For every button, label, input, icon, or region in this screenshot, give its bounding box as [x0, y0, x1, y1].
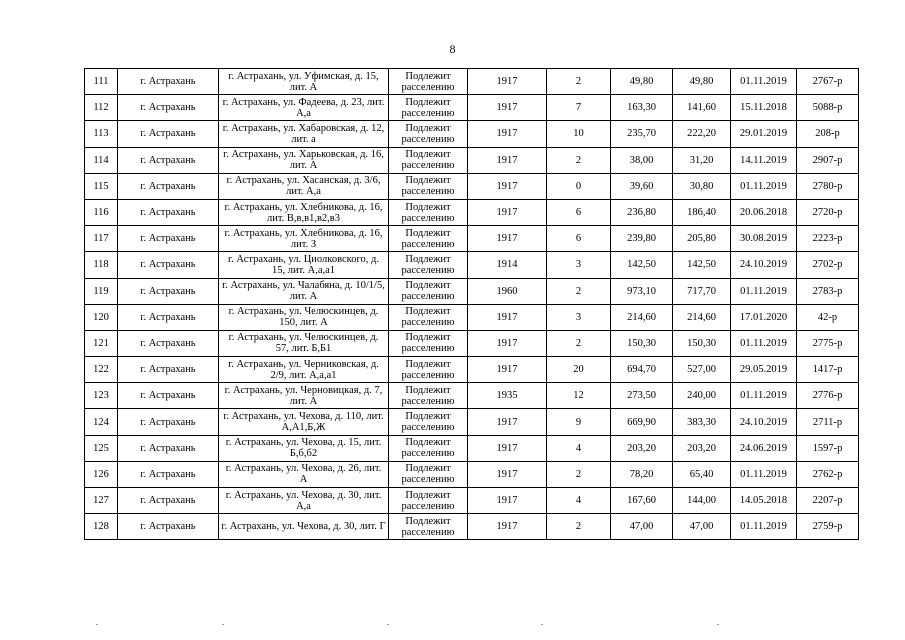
- total-area-cell: 38,00: [611, 147, 673, 173]
- row-number-cell: 128: [85, 514, 118, 540]
- total-area-cell: 163,30: [611, 95, 673, 121]
- total-area-cell: 973,10: [611, 278, 673, 304]
- city-cell: г. Астрахань: [118, 304, 219, 330]
- residents-count-cell: 3: [547, 304, 611, 330]
- table-row: [85, 278, 859, 304]
- city-cell: г. Астрахань: [118, 357, 219, 383]
- address-cell: г. Астрахань, ул. Чехова, д. 26, лит. А: [219, 461, 389, 487]
- city-cell: г. Астрахань: [118, 330, 219, 356]
- order-number-cell: 2711-р: [797, 409, 859, 435]
- city-cell: г. Астрахань: [118, 121, 219, 147]
- year-cell: 1917: [468, 69, 547, 95]
- total-area-cell: 150,30: [611, 330, 673, 356]
- table-row: [85, 304, 859, 330]
- table-row: [85, 147, 859, 173]
- year-cell: 1917: [468, 488, 547, 514]
- table-body: [85, 69, 859, 540]
- date-cell: 01.11.2019: [731, 514, 797, 540]
- year-cell: 1960: [468, 278, 547, 304]
- page-number: 8: [449, 42, 456, 56]
- status-cell: Подлежит расселению: [389, 226, 468, 252]
- residents-count-cell: 4: [547, 488, 611, 514]
- status-cell: Подлежит расселению: [389, 304, 468, 330]
- address-cell: г. Астрахань, ул. Хасанская, д. 3/6, лит. А,а: [219, 173, 389, 199]
- date-cell: 24.10.2019: [731, 409, 797, 435]
- total-area-cell: 78,20: [611, 461, 673, 487]
- city-cell: г. Астрахань: [118, 435, 219, 461]
- date-cell: 01.11.2019: [731, 383, 797, 409]
- residential-area-cell: 383,30: [673, 409, 731, 435]
- residents-count-cell: 4: [547, 435, 611, 461]
- total-area-cell: 669,90: [611, 409, 673, 435]
- residents-count-cell: 2: [547, 147, 611, 173]
- status-cell: Подлежит расселению: [389, 383, 468, 409]
- year-cell: 1917: [468, 147, 547, 173]
- year-cell: 1917: [468, 461, 547, 487]
- row-number-cell: 121: [85, 330, 118, 356]
- table-row: [85, 461, 859, 487]
- total-area-cell: 142,50: [611, 252, 673, 278]
- year-cell: 1917: [468, 121, 547, 147]
- row-number-cell: 119: [85, 278, 118, 304]
- residential-area-cell: 214,60: [673, 304, 731, 330]
- city-cell: г. Астрахань: [118, 278, 219, 304]
- row-number-cell: 120: [85, 304, 118, 330]
- total-area-cell: 47,00: [611, 514, 673, 540]
- date-cell: 01.11.2019: [731, 330, 797, 356]
- residential-area-cell: 205,80: [673, 226, 731, 252]
- residential-area-cell: 717,70: [673, 278, 731, 304]
- year-cell: 1917: [468, 435, 547, 461]
- status-cell: Подлежит расселению: [389, 330, 468, 356]
- order-number-cell: 2762-р: [797, 461, 859, 487]
- city-cell: г. Астрахань: [118, 95, 219, 121]
- order-number-cell: 2907-р: [797, 147, 859, 173]
- order-number-cell: 2702-р: [797, 252, 859, 278]
- year-cell: 1917: [468, 199, 547, 225]
- city-cell: г. Астрахань: [118, 69, 219, 95]
- total-area-cell: 214,60: [611, 304, 673, 330]
- status-cell: Подлежит расселению: [389, 173, 468, 199]
- status-cell: Подлежит расселению: [389, 409, 468, 435]
- date-cell: 24.10.2019: [731, 252, 797, 278]
- address-cell: г. Астрахань, ул. Чехова, д. 30, лит. Г: [219, 514, 389, 540]
- year-cell: 1917: [468, 409, 547, 435]
- row-number-cell: 112: [85, 95, 118, 121]
- residential-area-cell: 144,00: [673, 488, 731, 514]
- city-cell: г. Астрахань: [118, 199, 219, 225]
- table-row: [85, 226, 859, 252]
- address-cell: г. Астрахань, ул. Хлебникова, д. 16, лит. З: [219, 226, 389, 252]
- scan-dots: [0, 622, 905, 628]
- total-area-cell: 203,20: [611, 435, 673, 461]
- total-area-cell: 239,80: [611, 226, 673, 252]
- year-cell: 1917: [468, 226, 547, 252]
- order-number-cell: 1597-р: [797, 435, 859, 461]
- total-area-cell: 167,60: [611, 488, 673, 514]
- residents-count-cell: 7: [547, 95, 611, 121]
- total-area-cell: 236,80: [611, 199, 673, 225]
- housing-registry-table: [84, 68, 859, 540]
- address-cell: г. Астрахань, ул. Черновицкая, д. 7, лит. А: [219, 383, 389, 409]
- status-cell: Подлежит расселению: [389, 147, 468, 173]
- status-cell: Подлежит расселению: [389, 461, 468, 487]
- address-cell: г. Астрахань, ул. Чехова, д. 15, лит. Б,б,б2: [219, 435, 389, 461]
- city-cell: г. Астрахань: [118, 383, 219, 409]
- year-cell: 1917: [468, 330, 547, 356]
- table-row: [85, 383, 859, 409]
- row-number-cell: 124: [85, 409, 118, 435]
- order-number-cell: 208-р: [797, 121, 859, 147]
- residents-count-cell: 6: [547, 199, 611, 225]
- row-number-cell: 116: [85, 199, 118, 225]
- city-cell: г. Астрахань: [118, 226, 219, 252]
- table-row: [85, 121, 859, 147]
- residential-area-cell: 65,40: [673, 461, 731, 487]
- order-number-cell: 2776-р: [797, 383, 859, 409]
- row-number-cell: 114: [85, 147, 118, 173]
- status-cell: Подлежит расселению: [389, 199, 468, 225]
- order-number-cell: 2720-р: [797, 199, 859, 225]
- address-cell: г. Астрахань, ул. Челюскинцев, д. 57, лит. Б,Б1: [219, 330, 389, 356]
- total-area-cell: 273,50: [611, 383, 673, 409]
- year-cell: 1917: [468, 357, 547, 383]
- status-cell: Подлежит расселению: [389, 69, 468, 95]
- row-number-cell: 115: [85, 173, 118, 199]
- city-cell: г. Астрахань: [118, 514, 219, 540]
- address-cell: г. Астрахань, ул. Чалабяна, д. 10/1/5, лит. А: [219, 278, 389, 304]
- order-number-cell: 2207-р: [797, 488, 859, 514]
- residential-area-cell: 30,80: [673, 173, 731, 199]
- residential-area-cell: 186,40: [673, 199, 731, 225]
- status-cell: Подлежит расселению: [389, 278, 468, 304]
- date-cell: 30.08.2019: [731, 226, 797, 252]
- order-number-cell: 2783-р: [797, 278, 859, 304]
- residents-count-cell: 20: [547, 357, 611, 383]
- residential-area-cell: 31,20: [673, 147, 731, 173]
- status-cell: Подлежит расселению: [389, 357, 468, 383]
- row-number-cell: 111: [85, 69, 118, 95]
- residential-area-cell: 142,50: [673, 252, 731, 278]
- residents-count-cell: 3: [547, 252, 611, 278]
- row-number-cell: 118: [85, 252, 118, 278]
- date-cell: 14.11.2019: [731, 147, 797, 173]
- order-number-cell: 2759-р: [797, 514, 859, 540]
- date-cell: 24.06.2019: [731, 435, 797, 461]
- date-cell: 01.11.2019: [731, 278, 797, 304]
- total-area-cell: 235,70: [611, 121, 673, 147]
- order-number-cell: 5088-р: [797, 95, 859, 121]
- year-cell: 1917: [468, 95, 547, 121]
- table-row: [85, 409, 859, 435]
- city-cell: г. Астрахань: [118, 147, 219, 173]
- residents-count-cell: 10: [547, 121, 611, 147]
- table-row: [85, 488, 859, 514]
- city-cell: г. Астрахань: [118, 252, 219, 278]
- city-cell: г. Астрахань: [118, 173, 219, 199]
- row-number-cell: 122: [85, 357, 118, 383]
- year-cell: 1917: [468, 304, 547, 330]
- address-cell: г. Астрахань, ул. Уфимская, д. 15, лит. А: [219, 69, 389, 95]
- total-area-cell: 694,70: [611, 357, 673, 383]
- table-row: [85, 69, 859, 95]
- residents-count-cell: 2: [547, 278, 611, 304]
- address-cell: г. Астрахань, ул. Черниковская, д. 2/9, лит. А,а,а1: [219, 357, 389, 383]
- order-number-cell: 1417-р: [797, 357, 859, 383]
- residents-count-cell: 2: [547, 330, 611, 356]
- residential-area-cell: 150,30: [673, 330, 731, 356]
- status-cell: Подлежит расселению: [389, 435, 468, 461]
- status-cell: Подлежит расселению: [389, 121, 468, 147]
- status-cell: Подлежит расселению: [389, 95, 468, 121]
- date-cell: 29.01.2019: [731, 121, 797, 147]
- year-cell: 1917: [468, 173, 547, 199]
- year-cell: 1914: [468, 252, 547, 278]
- date-cell: 20.06.2018: [731, 199, 797, 225]
- order-number-cell: 2767-р: [797, 69, 859, 95]
- row-number-cell: 125: [85, 435, 118, 461]
- address-cell: г. Астрахань, ул. Чехова, д. 30, лит. А,а: [219, 488, 389, 514]
- residents-count-cell: 9: [547, 409, 611, 435]
- residents-count-cell: 6: [547, 226, 611, 252]
- table-row: [85, 173, 859, 199]
- row-number-cell: 117: [85, 226, 118, 252]
- residential-area-cell: 141,60: [673, 95, 731, 121]
- table-row: [85, 514, 859, 540]
- status-cell: Подлежит расселению: [389, 514, 468, 540]
- table-row: [85, 435, 859, 461]
- year-cell: 1917: [468, 514, 547, 540]
- address-cell: г. Астрахань, ул. Фадеева, д. 23, лит. А,а: [219, 95, 389, 121]
- status-cell: Подлежит расселению: [389, 252, 468, 278]
- residents-count-cell: 12: [547, 383, 611, 409]
- date-cell: 14.05.2018: [731, 488, 797, 514]
- table-row: [85, 199, 859, 225]
- order-number-cell: 2223-р: [797, 226, 859, 252]
- table-row: [85, 357, 859, 383]
- residents-count-cell: 0: [547, 173, 611, 199]
- address-cell: г. Астрахань, ул. Харьковская, д. 16, лит. А: [219, 147, 389, 173]
- residential-area-cell: 203,20: [673, 435, 731, 461]
- date-cell: 01.11.2019: [731, 173, 797, 199]
- date-cell: 01.11.2019: [731, 461, 797, 487]
- order-number-cell: 42-р: [797, 304, 859, 330]
- address-cell: г. Астрахань, ул. Хлебникова, д. 16, лит. В,в,в1,в2,в3: [219, 199, 389, 225]
- row-number-cell: 126: [85, 461, 118, 487]
- city-cell: г. Астрахань: [118, 409, 219, 435]
- date-cell: 15.11.2018: [731, 95, 797, 121]
- table-row: [85, 95, 859, 121]
- residential-area-cell: 222,20: [673, 121, 731, 147]
- address-cell: г. Астрахань, ул. Чехова, д. 110, лит. А,А1,Б,Ж: [219, 409, 389, 435]
- residential-area-cell: 47,00: [673, 514, 731, 540]
- total-area-cell: 49,80: [611, 69, 673, 95]
- status-cell: Подлежит расселению: [389, 488, 468, 514]
- year-cell: 1935: [468, 383, 547, 409]
- residential-area-cell: 49,80: [673, 69, 731, 95]
- table-row: [85, 252, 859, 278]
- order-number-cell: 2780-р: [797, 173, 859, 199]
- row-number-cell: 113: [85, 121, 118, 147]
- table-row: [85, 330, 859, 356]
- row-number-cell: 127: [85, 488, 118, 514]
- residents-count-cell: 2: [547, 69, 611, 95]
- city-cell: г. Астрахань: [118, 488, 219, 514]
- address-cell: г. Астрахань, ул. Хабаровская, д. 12, лит. а: [219, 121, 389, 147]
- residential-area-cell: 240,00: [673, 383, 731, 409]
- address-cell: г. Астрахань, ул. Челюскинцев, д. 150, лит. А: [219, 304, 389, 330]
- residents-count-cell: 2: [547, 461, 611, 487]
- residential-area-cell: 527,00: [673, 357, 731, 383]
- address-cell: г. Астрахань, ул. Циолковского, д. 15, лит. А,а,а1: [219, 252, 389, 278]
- city-cell: г. Астрахань: [118, 461, 219, 487]
- order-number-cell: 2775-р: [797, 330, 859, 356]
- date-cell: 29.05.2019: [731, 357, 797, 383]
- residents-count-cell: 2: [547, 514, 611, 540]
- date-cell: 01.11.2019: [731, 69, 797, 95]
- row-number-cell: 123: [85, 383, 118, 409]
- date-cell: 17.01.2020: [731, 304, 797, 330]
- total-area-cell: 39,60: [611, 173, 673, 199]
